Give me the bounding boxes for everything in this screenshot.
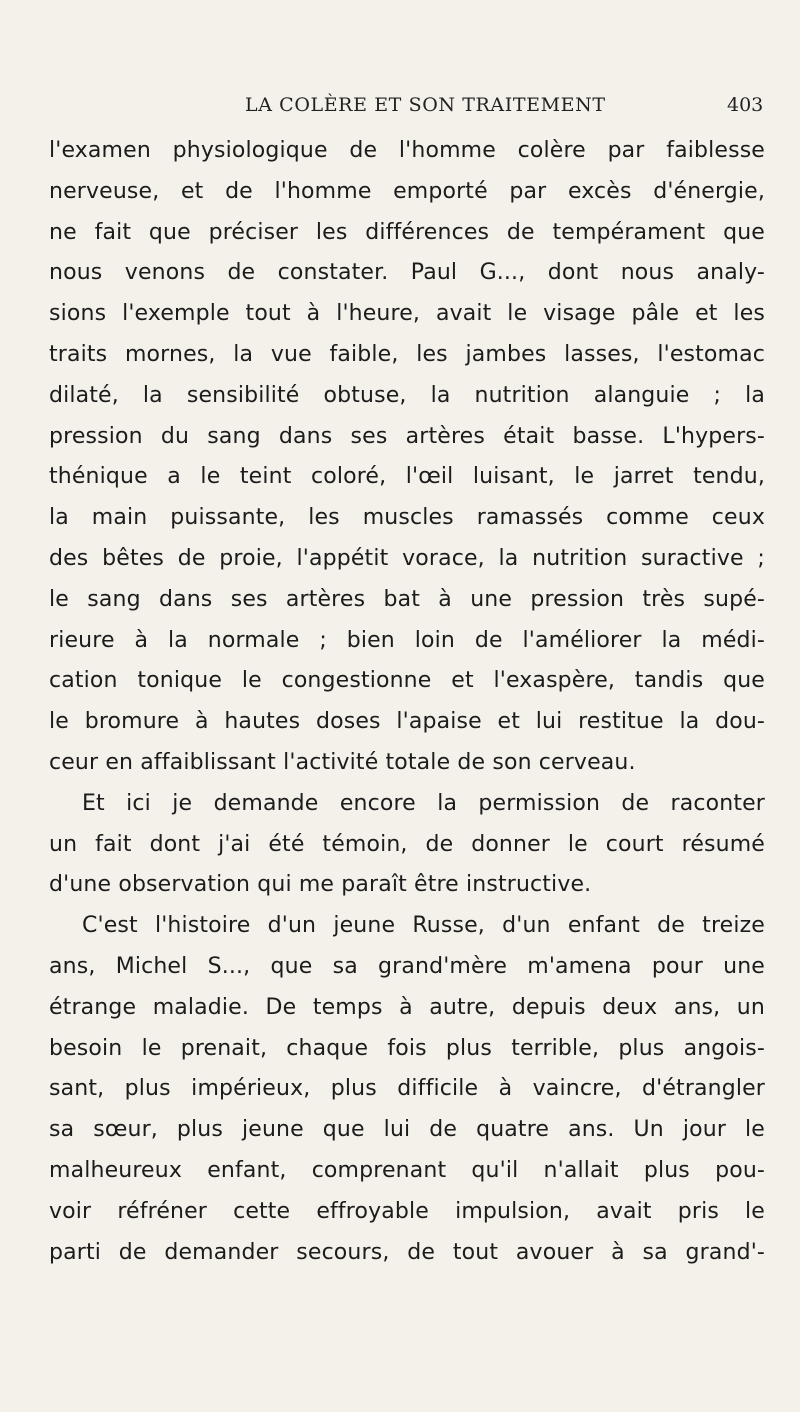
text-line: étrange maladie. De temps à autre, depuis deux ans, un bbox=[49, 994, 765, 1020]
text-line: ans, Michel S..., que sa grand'mère m'amena pour une bbox=[49, 953, 765, 979]
text-line: le sang dans ses artères bat à une pression très supé- bbox=[49, 586, 765, 612]
body-text bbox=[49, 131, 765, 1273]
text-line: sa sœur, plus jeune que lui de quatre ans. Un jour le bbox=[49, 1117, 765, 1143]
text-line: cation tonique le congestionne et l'exaspère, tandis que bbox=[49, 668, 765, 694]
text-line: des bêtes de proie, l'appétit vorace, la nutrition suractive ; bbox=[49, 545, 765, 571]
text-line: parti de demander secours, de tout avouer à sa grand'- bbox=[49, 1239, 765, 1265]
text-line: C'est l'histoire d'un jeune Russe, d'un enfant de treize bbox=[82, 913, 765, 939]
text-line: nerveuse, et de l'homme emporté par excès d'énergie, bbox=[49, 178, 765, 204]
text-line: sant, plus impérieux, plus difficile à vaincre, d'étrangler bbox=[49, 1076, 765, 1102]
text-line: d'une observation qui me paraît être instructive. bbox=[49, 872, 592, 898]
text-line: malheureux enfant, comprenant qu'il n'allait plus pou- bbox=[49, 1157, 765, 1183]
page-header bbox=[0, 90, 800, 126]
text-line: dilaté, la sensibilité obtuse, la nutrition alanguie ; la bbox=[49, 382, 765, 408]
text-line: sions l'exemple tout à l'heure, avait le visage pâle et les bbox=[49, 301, 765, 327]
text-line: nous venons de constater. Paul G..., dont nous analy- bbox=[49, 260, 765, 286]
text-line: un fait dont j'ai été témoin, de donner le court résumé bbox=[49, 831, 765, 857]
text-line: Et ici je demande encore la permission de raconter bbox=[82, 790, 765, 816]
text-line: rieure à la normale ; bien loin de l'améliorer la médi- bbox=[49, 627, 765, 653]
text-line: ne fait que préciser les différences de tempérament que bbox=[49, 219, 765, 245]
page-number: 403 bbox=[727, 94, 764, 116]
text-line: pression du sang dans ses artères était basse. L'hypers- bbox=[49, 423, 765, 449]
text-line: thénique a le teint coloré, l'œil luisant, le jarret tendu, bbox=[49, 464, 765, 490]
text-line: l'examen physiologique de l'homme colère par faiblesse bbox=[49, 138, 765, 163]
text-line: voir réfréner cette effroyable impulsion, avait pris le bbox=[49, 1198, 765, 1224]
text-line: besoin le prenait, chaque fois plus terrible, plus angois- bbox=[49, 1035, 765, 1061]
text-line: le bromure à hautes doses l'apaise et lui restitue la dou- bbox=[49, 709, 765, 735]
text-line: la main puissante, les muscles ramassés comme ceux bbox=[49, 505, 765, 531]
text-line: ceur en affaiblissant l'activité totale de son cerveau. bbox=[49, 749, 636, 775]
running-title: LA COLÈRE ET SON TRAITEMENT bbox=[245, 94, 606, 116]
text-line: traits mornes, la vue faible, les jambes lasses, l'estomac bbox=[49, 341, 765, 367]
